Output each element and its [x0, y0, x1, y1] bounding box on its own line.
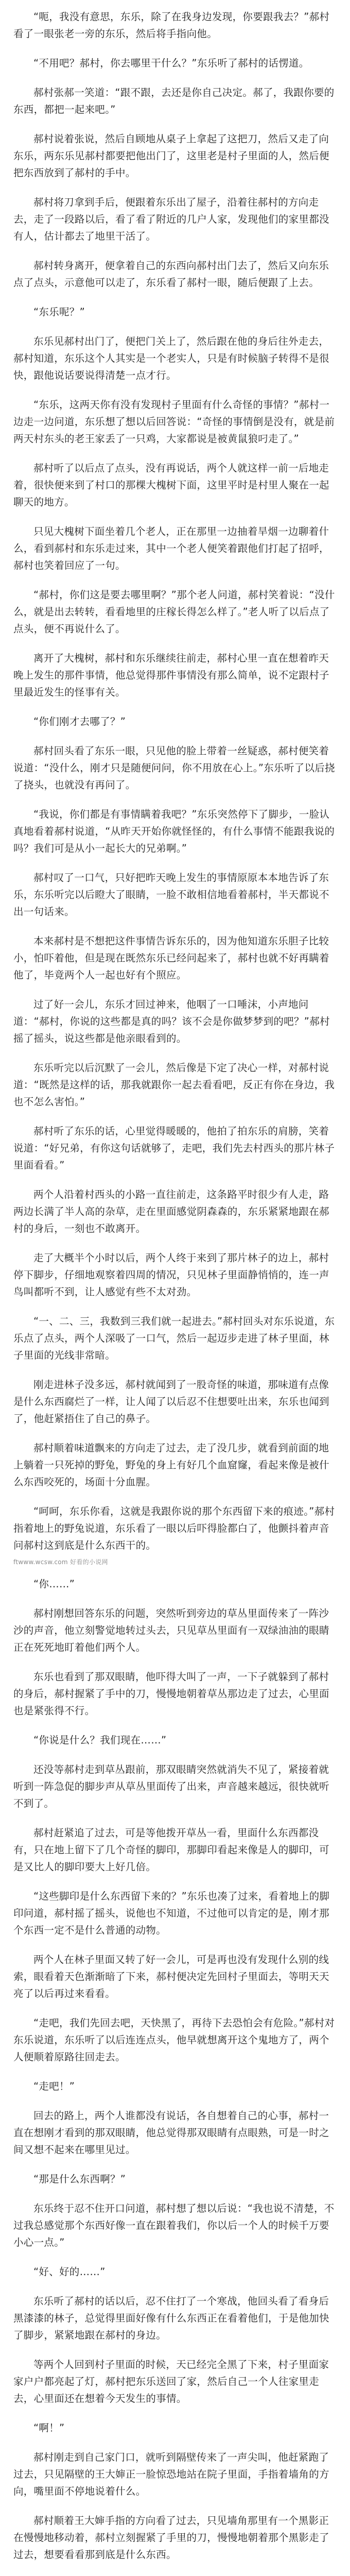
article-paragraph: “我说，你们都是有事情瞒着我吧？”东乐突然停下了脚步，一脸认真地看着郝村说道，“从昨天开始你就怪怪的，有什么事情不能跟我说的吗？我们可是从小一起长大的兄弟啊。”: [13, 808, 335, 854]
article-paragraph: 还没等郝村走到草丛跟前，那双眼睛突然就消失不见了，紧接着就听到一阵急促的脚步声从草丛里面传了出来，声音越来越远，很快就听不到了。: [13, 1764, 329, 1809]
article-paragraph: “这些脚印是什么东西留下来的？”东乐也凑了过来，看着地上的脚印问道，郝村摇了摇头，说他也不知道，不过他可以肯定的是，刚才那个东西一定不是什么普通的动物。: [13, 1890, 330, 1936]
article-paragraph: 两个人沿着村西头的小路一直往前走，这条路平时很少有人走，路两边长满了半人高的杂草，走在里面感觉阴森森的，东乐紧紧地跟在郝村的身后，一刻也不敢离开。: [13, 1189, 329, 1234]
article-paragraph: 离开了大槐树，郝村和东乐继续往前走，郝村心里一直在想着昨天晚上发生的那件事情，他总觉得那件事情没有那么简单，说不定跟村子里最近发生的怪事有关。: [13, 652, 329, 698]
article-paragraph: 郝村赶紧追了过去，可是等他拨开草丛一看，里面什么东西都没有，只在地上留下了几个奇怪的脚印，那脚印看起来像是人的脚印，可是又比人的脚印要大上好几倍。: [13, 1827, 329, 1873]
article-paragraph: 东乐听了郝村的话以后，忍不住打了一个寒战，他回头看了看身后黑漆漆的林子，总觉得里面好像有什么东西正在看着他们，于是他加快了脚步，紧紧地跟在郝村的身边。: [13, 2295, 329, 2341]
article-paragraph: 郝村刚走到自己家门口，就听到隔壁传来了一声尖叫，他赶紧跑了过去，只见隔壁的王大婶正一脸惊恐地站在院子里面，手指着墙角的方向，嘴里面不停地说着什么。: [13, 2451, 329, 2497]
article-paragraph: “啊！”: [33, 2422, 65, 2434]
article-paragraph: 过了好一会儿，东乐才回过神来，他咽了一口唾沫，小声地问道：“郝村，你说的这些都是真的吗？该不会是你做梦梦到的吧？”郝村摇了摇头，说这些都是他亲眼看到的。: [13, 998, 330, 1044]
article-paragraph: 郝村张郝一笑道：“跟不跟，去还是你自己决定。郝了，我跟你要的东西，都把一起来吧。”: [13, 87, 335, 115]
article-paragraph: “东乐呢？”: [33, 306, 85, 318]
article-paragraph: “郝村，你们这是要去哪里啊？”那个老人问道，郝村笑着说：“没什么，就是出去转转，看看地里的庄稼长得怎么样了。”老人听了以后点了点头，便不再说什么了。: [13, 589, 335, 635]
article-paragraph: 郝村听了东乐的话，心里觉得暖暖的，他拍了拍东乐的肩膀，笑着说道：“好兄弟，有你这句话就够了，走吧，我们先去村西头的那片林子里面看看。”: [13, 1125, 335, 1171]
article-paragraph: “走吧，我们先回去吧，天快黑了，再待下去恐怕会有危险。”郝村对东乐说道，东乐听了以后连连点头，他早就想离开这个鬼地方了，两个人便顺着原路往回走去。: [13, 2017, 335, 2063]
article-paragraph: 走了大概半个小时以后，两个人终于来到了那片林子的边上，郝村停下脚步，仔细地观察着四周的情况，只见林子里面静悄悄的，连一声鸟叫都听不到，让人感觉有些不太对劲。: [13, 1252, 329, 1298]
article-paragraph: 东乐见郝村出门了，便把门关上了，然后跟在他的身后往外走去，郝村知道，东乐这个人其实是一个老实人，只是有时候脑子转得不是很快，跟他说话要说得清楚一点才行。: [13, 335, 329, 381]
site-watermark: ftwww.wcsw.com 好看的小说网: [13, 1558, 108, 1566]
article-paragraph: “呃，我没有意思，东乐，除了在我身边发现，你要跟我去？”郝村看了一眼张老一旁的东乐，然后将手指向他。: [13, 11, 330, 40]
article-paragraph: 郝村将刀拿到手后，便跟着东乐出了屋子，沿着往郝村的方向走去，走了一段路以后，看了看了附近的几户人家，发现他们的家里都没有人，估计都去了地里干活了。: [13, 196, 329, 242]
article-paragraph: “好、好的……”: [33, 2266, 106, 2278]
article-paragraph: “走吧！”: [33, 2080, 75, 2092]
article-paragraph: 回去的路上，两个人谁都没有说话，各自想着自己的心事，郝村一直在想刚才看到的那双眼睛，他总觉得那双眼睛有点眼熟，可是一时之间又想不起来在哪里见过。: [13, 2110, 329, 2156]
article-paragraph: 东乐终于忍不住开口问道，郝村想了想以后说：“我也说不清楚，不过我总感觉那个东西好像一直在跟着我们，你以后一个人的时候千万要小心一点。”: [13, 2202, 335, 2248]
article-paragraph: 郝村顺着王大婶手指的方向看了过去，只见墙角那里有一个黑影正在慢慢地移动着，郝村立刻握紧了手里的刀，慢慢地朝着那个黑影走了过去，想要看看那到底是什么东西。: [13, 2515, 329, 2561]
article-paragraph: 郝村刚想回答东乐的问题，突然听到旁边的草丛里面传来了一阵沙沙的声音，他立刻警觉地转过头去，只见草丛里面有一双绿油油的眼睛正在死死地盯着他们两个人。: [13, 1607, 329, 1653]
article-paragraph: “一、二、三，我数到三我们就一起进去。”郝村回头对东乐说道，东乐点了点头，两个人深吸了一口气，然后一起迈步走进了林子里面，林子里面的光线非常暗。: [13, 1315, 335, 1361]
article-paragraph: 刚走进林子没多远，郝村就闻到了一股奇怪的味道，那味道有点像是什么东西腐烂了一样，让人闻了以后忍不住想要吐出来，东乐也闻到了，他赶紧捂住了自己的鼻子。: [13, 1379, 329, 1425]
article-paragraph: “你……”: [33, 1578, 75, 1590]
article-paragraph: 只见大槐树下面坐着几个老人，正在那里一边抽着旱烟一边聊着什么，看到郝村和东乐走过来，其中一个老人便笑着跟他们打起了招呼，郝村也笑着回应了一句。: [13, 526, 329, 571]
article-paragraph: 郝村转身离开，便拿着自己的东西向郝村出门去了，然后又向东乐点了点头，示意他可以走了，东乐看了郝村一眼，随后便跟了上去。: [13, 260, 329, 289]
article-paragraph: 郝村顺着味道飘来的方向走了过去，走了没几步，就看到前面的地上躺着一只死掉的野兔，野兔的身上有好几个血窟窿，看起来像是被什么东西咬死的，场面十分血腥。: [13, 1442, 329, 1488]
article-paragraph: “不用吧？郝村，你去哪里干什么？”东乐听了郝村的话愣道。: [33, 57, 309, 69]
article-paragraph: “那是什么东西啊？”: [33, 2173, 126, 2185]
article-paragraph: “你们刚才去哪了？”: [33, 716, 126, 727]
article-paragraph: 郝村听了以后点了点头，没有再说话，两个人就这样一前一后地走着，很快便来到了村口的那棵大槐树下面，这里平时是村里人聚在一起聊天的地方。: [13, 462, 329, 508]
article-paragraph: 两个人在林子里面又转了好一会儿，可是再也没有发现什么别的线索，眼看着天色渐渐暗了下来，郝村便决定先回村子里面去，等明天天亮了以后再过来看看。: [13, 1954, 329, 1999]
article-paragraph: 本来郝村是不想把这件事情告诉东乐的，因为他知道东乐胆子比较小，怕吓着他，但是现在既然东乐已经问起来了，郝村也就不好再瞒着他了，毕竟两个人一起也好有个照应。: [13, 935, 329, 981]
article-paragraph: “东乐，这两天你有没有发现村子里面有什么奇怪的事情？”郝村一边走一边问道，东乐想了想以后回答说：“奇怪的事情倒是没有，就是前两天村东头的老王家丢了一只鸡，大家都说是被黄鼠狼叼走了。”: [13, 399, 335, 445]
article-paragraph: 等两个人回到村子里面的时候，天已经完全黑了下来，村子里面家家户户都亮起了灯，郝村把东乐送回了家，然后自己一个人往家里走去，心里面还在想着今天发生的事情。: [13, 2359, 329, 2404]
article-paragraph: “你说是什么？我们现在……”: [33, 1734, 167, 1746]
article-paragraph: 郝村回头看了东乐一眼，只见他的脸上带着一丝疑惑，郝村便笑着说道：“没什么，刚才只是随便问问，你不用放在心上。”东乐听了以后挠了挠头，也就没有再问了。: [13, 745, 335, 791]
article-paragraph: 郝村叹了一口气，只好把昨天晚上发生的事情原原本本地告诉了东乐，东乐听完以后瞪大了眼睛，一脸不敢相信地看着郝村，半天都说不出一句话来。: [13, 872, 329, 918]
article-paragraph: 东乐听完以后沉默了一会儿，然后像是下定了决心一样，对郝村说道：“既然是这样的话，那我就跟你一起去看看吧，反正有你在身边，我也不怎么害怕。”: [13, 1062, 335, 1108]
article-paragraph: 东乐也看到了那双眼睛，他吓得大叫了一声，一下子就躲到了郝村的身后，郝村握紧了手中的刀，慢慢地朝着草丛那边走了过去，心里面也是紧张得不行。: [13, 1671, 329, 1717]
article-paragraph: “呵呵，东乐你看，这就是我跟你说的那个东西留下来的痕迹。”郝村指着地上的野兔说道，东乐看了一眼以后吓得脸都白了，他颤抖着声音问郝村这到底是什么东西干的。: [13, 1505, 335, 1551]
article-paragraph: 郝村说着张说，然后自顾地从桌子上拿起了这把刀，然后又走了向东乐，两东乐见郝村都要把他出门了，这里老是村子里面的人，然后便把东西放到了郝村的手中。: [13, 133, 329, 179]
